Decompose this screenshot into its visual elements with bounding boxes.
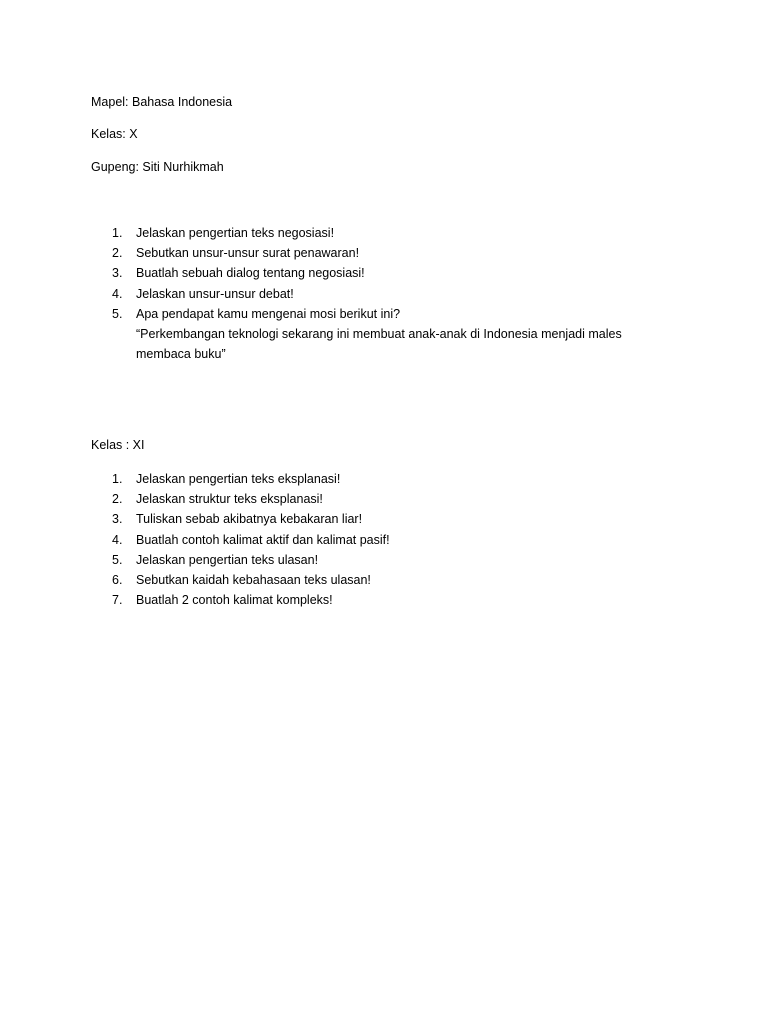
item-number: 1. <box>112 472 123 486</box>
item-text: Tuliskan sebab akibatnya kebakaran liar! <box>136 512 363 527</box>
item-number: 7. <box>112 593 123 608</box>
item-number: 5. <box>112 306 123 321</box>
item-number: 1. <box>112 226 123 240</box>
item-text: Sebutkan kaidah kebahasaan teks ulasan! <box>136 572 371 587</box>
item-text: Jelaskan pengertian teks ulasan! <box>136 552 319 567</box>
section-heading-xi: Kelas : XI <box>91 438 145 452</box>
item-number: 4. <box>112 532 123 547</box>
item-text: Apa pendapat kamu mengenai mosi berikut ini? <box>136 306 401 321</box>
item-text: Jelaskan struktur teks eksplanasi! <box>136 492 323 507</box>
item-number: 3. <box>112 266 123 281</box>
item-text: Buatlah sebuah dialog tentang negosiasi! <box>136 266 365 281</box>
item-text: Jelaskan pengertian teks eksplanasi! <box>136 472 341 486</box>
item-text: Buatlah 2 contoh kalimat kompleks! <box>136 593 333 608</box>
item-text: Jelaskan pengertian teks negosiasi! <box>136 226 335 240</box>
item-number: 5. <box>112 552 123 567</box>
item-number: 6. <box>112 572 123 587</box>
quote-line-2: membaca buku” <box>136 347 226 361</box>
teacher-line: Gupeng: Siti Nurhikmah <box>91 160 224 174</box>
quote-line-1: “Perkembangan teknologi sekarang ini membuat anak-anak di Indonesia menjadi males <box>136 327 622 341</box>
subject-line: Mapel: Bahasa Indonesia <box>91 95 233 109</box>
item-text: Sebutkan unsur-unsur surat penawaran! <box>136 246 360 261</box>
class-line: Kelas: X <box>91 127 138 141</box>
item-number: 4. <box>112 286 123 301</box>
item-text: Buatlah contoh kalimat aktif dan kalimat pasif! <box>136 532 390 547</box>
item-number: 2. <box>112 492 123 507</box>
item-number: 2. <box>112 246 123 261</box>
item-text: Jelaskan unsur-unsur debat! <box>136 286 294 301</box>
item-number: 3. <box>112 512 123 527</box>
